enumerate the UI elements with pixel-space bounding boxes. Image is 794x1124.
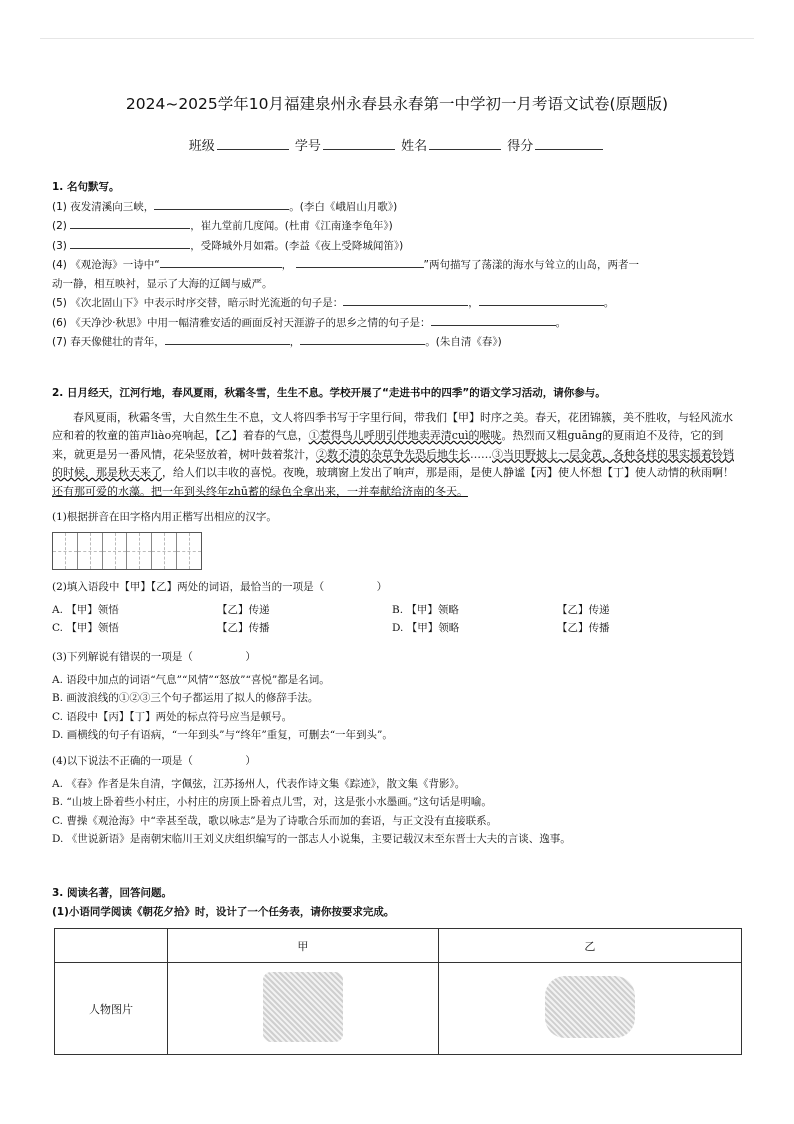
q1-line-5: (5) 《次北固山下》中表示时序交替，暗示时光流逝的句子是： ， 。 — [52, 293, 742, 313]
table-cell-a — [168, 963, 439, 1055]
q1-line-3: (3) ，受降城外月如霜。(李益《夜上受降城闻笛》) — [52, 236, 742, 256]
option-b-1[interactable]: B. 【甲】领略 — [392, 603, 459, 616]
question-3 — [52, 884, 742, 921]
q3-heading: 3. 阅读名著，回答问题。 — [52, 887, 172, 899]
q2-sub-3-option-b[interactable]: B. 画波浪线的①②③三个句子都运用了拟人的修辞手法。 — [52, 692, 319, 704]
q2-sub-3-stem: (3)下列解说有错误的一项是（ ） — [52, 651, 256, 663]
option-a-2: 【乙】传递 — [217, 603, 270, 616]
q2-sub-4-option-b[interactable]: B. “山坡上卧着些小村庄，小村庄的房顶上卧着点儿雪，对，这是张小水墨画。”这句话是明喻。 — [52, 796, 492, 808]
q2-sub-2-stem: (2)填入语段中【甲】【乙】两处的词语，最恰当的一项是（ ） — [52, 581, 388, 593]
question-2 — [52, 384, 742, 501]
option-d-2: 【乙】传播 — [557, 622, 610, 634]
name-blank[interactable] — [429, 137, 501, 150]
class-blank[interactable] — [217, 137, 289, 150]
table-header-a: 甲 — [168, 929, 439, 963]
task-table — [54, 928, 742, 1055]
q2-sub-1: (1)根据拼音在田字格内用正楷写出相应的汉字。 — [52, 511, 277, 523]
id-label: 学号 — [294, 139, 321, 154]
q1-line-4b: 动一静，相互映衬，显示了大海的辽阔与威严。 — [52, 277, 273, 290]
q2-heading: 2. 日月经天，江河行地，春风夏雨，秋霜冬雪，生生不息。学校开展了“走进书中的四季”的语文学习活动，请你参与。 — [52, 387, 606, 399]
q1-line-4: (4) 《观沧海》一诗中“ ， ”两句描写了荡漾的海水与耸立的山岛，两者一 — [52, 255, 742, 275]
tianzige-grid[interactable] — [52, 532, 202, 570]
figure-a-image — [263, 972, 343, 1042]
q1-heading: 1. 名句默写。 — [52, 181, 120, 193]
table-corner — [55, 929, 168, 963]
q1-line-2: (2) ，崔九堂前几度闻。(杜甫《江南逢李龟年》) — [52, 216, 742, 236]
q2-sub-3-option-d[interactable]: D. 画横线的句子有语病，“一年到头”与“终年”重复，可删去“一年到头”。 — [52, 729, 393, 741]
q2-sub-4-stem: (4)以下说法不正确的一项是（ ） — [52, 755, 256, 767]
q2-sub-4-option-c[interactable]: C. 曹操《观沧海》中“幸甚至哉，歌以咏志”是为了诗歌合乐而加的套语，与正文没有直接联系。 — [52, 814, 498, 827]
q3-sub-1: (1)小语同学阅读《朝花夕拾》时，设计了一个任务表，请你按要求完成。 — [52, 905, 395, 918]
q2-sub-3 — [52, 648, 742, 745]
q2-sub-4 — [52, 752, 742, 849]
name-label: 姓名 — [401, 139, 428, 154]
table-cell-b — [438, 963, 741, 1055]
q2-passage: 春风夏雨，秋霜冬雪，大自然生生不息，文人将四季书写于字里行间，带我们【甲】时序之美。春天，花团锦簇，美不胜收，与轻风流水应和着的牧童的笛声liào亮响起，【乙】着春的气息，①惹得鸟儿呼朋引伴地卖弄清cuì的喉咙。热烈而又粗guāng的夏雨迫不及待，它的到来，就更是另一番风情，花朵竖放着，树叶鼓着浆汁，②数不清的杂草争先恐后地生长……③当田野披上一层金黄，各种各样的果实摇着铃铛的时候，那是秋天来了，给人们以丰收的喜悦。夜晚，玻璃窗上发出了响声，那是雨，是使人静谧【丙】使人怀想【丁】使人动情的秋雨啊！还有那可爱的水藻。把一年到头终年zhū蓄的绿色全拿出来，一并奉献给济南的冬天。 — [52, 410, 734, 498]
table-header-b: 乙 — [438, 929, 741, 963]
q2-sub-2-options — [52, 601, 742, 638]
id-blank[interactable] — [323, 137, 395, 150]
table-row-label: 人物图片 — [55, 963, 168, 1055]
class-label: 班级 — [188, 139, 215, 154]
q1-line-7: (7) 春天像健壮的青年， ， 。(朱自清《春》) — [52, 332, 742, 352]
score-blank[interactable] — [535, 137, 603, 150]
figure-b-image — [545, 976, 635, 1038]
q2-sub-3-option-a[interactable]: A. 语段中加点的词语“气息”“风情”“怒放”“喜悦”都是名词。 — [52, 673, 330, 686]
option-b-2: 【乙】传递 — [557, 603, 610, 616]
q2-sub-2 — [52, 578, 742, 638]
score-label: 得分 — [507, 139, 534, 154]
top-divider — [40, 38, 754, 39]
q2-sub-4-option-d[interactable]: D. 《世说新语》是南朝宋临川王刘义庆组织编写的一部志人小说集，主要记载汉末至东晋士大夫的言谈、逸事。 — [52, 833, 571, 845]
q2-sub-4-option-a[interactable]: A. 《春》作者是朱自清，字佩弦，江苏扬州人，代表作诗文集《踪迹》，散文集《背影》。 — [52, 777, 466, 790]
option-c-1[interactable]: C. 【甲】领悟 — [52, 622, 119, 634]
student-info — [0, 135, 794, 154]
question-1 — [52, 178, 742, 352]
page-title: 2024~2025学年10月福建泉州永春县永春第一中学初一月考语文试卷(原题版) — [125, 95, 669, 113]
option-a-1[interactable]: A. 【甲】领悟 — [52, 603, 119, 616]
q1-line-1: (1) 夜发清溪向三峡， 。(李白《峨眉山月歌》) — [52, 197, 742, 217]
q2-sub-3-option-c[interactable]: C. 语段中【丙】【丁】两处的标点符号应当是顿号。 — [52, 710, 293, 723]
option-c-2: 【乙】传播 — [217, 622, 270, 634]
q1-line-6: (6) 《天净沙·秋思》中用一幅清雅安适的画面反衬天涯游子的思乡之情的句子是： 。 — [52, 313, 742, 333]
option-d-1[interactable]: D. 【甲】领略 — [392, 622, 460, 634]
